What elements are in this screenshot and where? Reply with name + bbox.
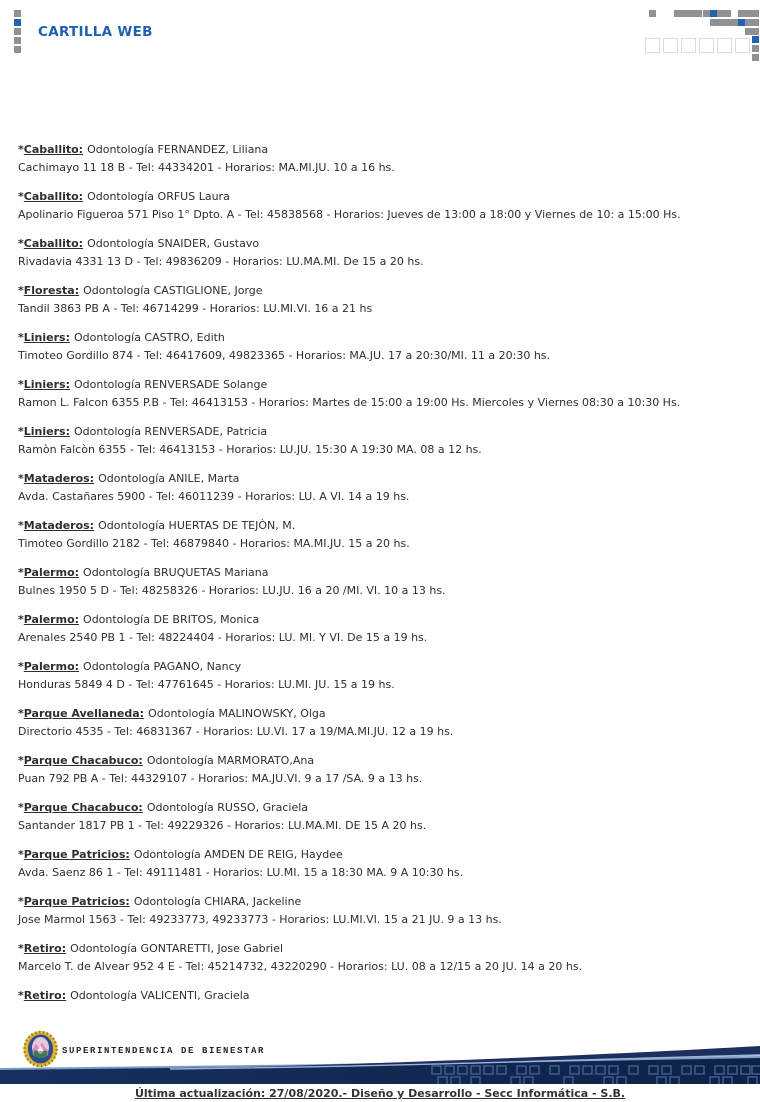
entry-details: Jose Marmol 1563 - Tel: 49233773, 49233773 - Horarios: LU.MI.VI. 15 a 21 JU. 9 a 13 hs. <box>18 913 502 926</box>
list-item <box>18 940 746 976</box>
list-item <box>18 658 746 694</box>
entry-details: Marcelo T. de Alvear 952 4 E - Tel: 45214732, 43220290 - Horarios: LU. 08 a 12/15 a 20 JU. 14 a 20 hs. <box>18 960 583 973</box>
entry-details: Timoteo Gordillo 874 - Tel: 46417609, 49823365 - Horarios: MA.JU. 17 a 20:30/MI. 11 a 20:30 hs. <box>18 349 551 362</box>
entry-details: Avda. Saenz 86 1 - Tel: 49111481 - Horarios: LU.MI. 15 a 18:30 MA. 9 A 10:30 hs. <box>18 866 464 879</box>
entry-prefix: * <box>18 190 24 203</box>
entry-prefix: * <box>18 331 24 344</box>
entry-heading <box>18 517 746 535</box>
entry-district: Caballito: <box>23 143 84 156</box>
list-item <box>18 329 746 365</box>
last-update-text: Última actualización: 27/08/2020.- Diseño y Desarrollo - Secc Informática - S.B. <box>134 1087 626 1100</box>
entry-prefix: * <box>18 801 24 814</box>
entry-prefix: * <box>18 989 24 1002</box>
list-item <box>18 141 746 177</box>
entry-prefix: * <box>18 942 24 955</box>
entry-provider: Odontología GONTARETTI, Jose Gabriel <box>70 942 284 955</box>
entry-district: Floresta: <box>23 284 80 297</box>
entry-details: Ramon L. Falcon 6355 P.B - Tel: 46413153 - Horarios: Martes de 15:00 a 19:00 Hs. Miercoles y Viernes 08:30 a 10:30 Hs. <box>18 396 681 409</box>
list-item <box>18 752 746 788</box>
entry-details: Avda. Castañares 5900 - Tel: 46011239 - Horarios: LU. A VI. 14 a 19 hs. <box>18 490 410 503</box>
entry-district: Parque Chacabuco: <box>23 754 143 767</box>
entry-prefix: * <box>18 613 24 626</box>
entry-district: Palermo: <box>23 660 80 673</box>
entry-provider: Odontología ORFUS Laura <box>87 190 230 203</box>
entry-heading <box>18 470 746 488</box>
entry-details: Santander 1817 PB 1 - Tel: 49229326 - Horarios: LU.MA.MI. DE 15 A 20 hs. <box>18 819 427 832</box>
list-item <box>18 705 746 741</box>
list-item <box>18 611 746 647</box>
entry-prefix: * <box>18 895 24 908</box>
entry-details: Apolinario Figueroa 571 Piso 1° Dpto. A - Tel: 45838568 - Horarios: Jueves de 13:00 a 18:00 y Viernes de 10: a 15:00 Hs. <box>18 208 681 221</box>
list-item <box>18 235 746 271</box>
list-item <box>18 517 746 553</box>
list-item <box>18 188 746 224</box>
entry-provider: Odontología ANILE, Marta <box>98 472 240 485</box>
entry-heading <box>18 329 746 347</box>
entry-details: Cachimayo 11 18 B - Tel: 44334201 - Horarios: MA.MI.JU. 10 a 16 hs. <box>18 161 395 174</box>
list-item <box>18 564 746 600</box>
entry-heading <box>18 705 746 723</box>
list-item <box>18 376 746 412</box>
entry-heading <box>18 188 746 206</box>
entry-provider: Odontología MARMORATO,Ana <box>146 754 315 767</box>
entry-heading <box>18 235 746 253</box>
entry-heading <box>18 564 746 582</box>
entry-provider: Odontología CHIARA, Jackeline <box>133 895 302 908</box>
entry-district: Caballito: <box>23 237 84 250</box>
entry-provider: Odontología MALINOWSKY, Olga <box>148 707 326 720</box>
entry-district: Parque Avellaneda: <box>23 707 145 720</box>
entry-details: Rivadavia 4331 13 D - Tel: 49836209 - Horarios: LU.MA.MI. De 15 a 20 hs. <box>18 255 424 268</box>
entry-district: Retiro: <box>23 989 67 1002</box>
entry-provider: Odontología HUERTAS DE TEJÒN, M. <box>98 519 296 532</box>
entry-district: Mataderos: <box>23 519 95 532</box>
org-name: SUPERINTENDENCIA DE BIENESTAR <box>62 1046 266 1056</box>
entry-district: Liniers: <box>23 378 70 391</box>
entry-heading <box>18 799 746 817</box>
entry-heading <box>18 141 746 159</box>
entry-prefix: * <box>18 378 24 391</box>
entry-prefix: * <box>18 848 24 861</box>
entry-district: Parque Patricios: <box>23 848 130 861</box>
entry-prefix: * <box>18 143 24 156</box>
entry-prefix: * <box>18 472 24 485</box>
entry-prefix: * <box>18 519 24 532</box>
entry-heading <box>18 423 746 441</box>
entry-provider: Odontología AMDEN DE REIG, Haydee <box>133 848 343 861</box>
entry-heading <box>18 658 746 676</box>
list-item <box>18 799 746 835</box>
entry-district: Liniers: <box>23 331 70 344</box>
list-item <box>18 987 746 1005</box>
entry-district: Caballito: <box>23 190 84 203</box>
list-item <box>18 470 746 506</box>
entry-details: Timoteo Gordillo 2182 - Tel: 46879840 - Horarios: MA.MI.JU. 15 a 20 hs. <box>18 537 410 550</box>
entry-provider: Odontología BRUQUETAS Mariana <box>83 566 269 579</box>
entry-district: Mataderos: <box>23 472 95 485</box>
entry-provider: Odontología RENVERSADE, Patricia <box>73 425 268 438</box>
entry-prefix: * <box>18 237 24 250</box>
entry-heading <box>18 987 746 1005</box>
entry-provider: Odontología DE BRITOS, Monica <box>83 613 260 626</box>
entry-provider: Odontología RUSSO, Graciela <box>146 801 309 814</box>
entry-district: Palermo: <box>23 613 80 626</box>
entry-district: Parque Patricios: <box>23 895 130 908</box>
entry-prefix: * <box>18 660 24 673</box>
list-item <box>18 282 746 318</box>
entry-district: Retiro: <box>23 942 67 955</box>
entry-prefix: * <box>18 707 24 720</box>
entry-details: Bulnes 1950 5 D - Tel: 48258326 - Horarios: LU.JU. 16 a 20 /MI. VI. 10 a 13 hs. <box>18 584 446 597</box>
entry-prefix: * <box>18 284 24 297</box>
entry-provider: Odontología VALICENTI, Graciela <box>70 989 250 1002</box>
provider-list <box>18 141 746 1016</box>
entry-provider: Odontología FERNANDEZ, Liliana <box>87 143 269 156</box>
entry-heading <box>18 752 746 770</box>
page-title: CARTILLA WEB <box>38 24 153 40</box>
entry-heading <box>18 893 746 911</box>
entry-provider: Odontología PAGANO, Nancy <box>83 660 242 673</box>
entry-heading <box>18 940 746 958</box>
entry-provider: Odontología CASTRO, Edith <box>73 331 225 344</box>
entry-district: Parque Chacabuco: <box>23 801 143 814</box>
entry-heading <box>18 611 746 629</box>
entry-details: Tandil 3863 PB A - Tel: 46714299 - Horarios: LU.MI.VI. 16 a 21 hs <box>18 302 373 315</box>
footer-swoosh-graphic <box>0 1046 760 1086</box>
list-item <box>18 423 746 459</box>
entry-heading <box>18 846 746 864</box>
entry-prefix: * <box>18 566 24 579</box>
entry-details: Ramòn Falcòn 6355 - Tel: 46413153 - Horarios: LU.JU. 15:30 A 19:30 MA. 08 a 12 hs. <box>18 443 482 456</box>
entry-heading <box>18 376 746 394</box>
entry-provider: Odontología CASTIGLIONE, Jorge <box>83 284 263 297</box>
entry-district: Palermo: <box>23 566 80 579</box>
list-item <box>18 846 746 882</box>
entry-provider: Odontología RENVERSADE Solange <box>73 378 268 391</box>
list-item <box>18 893 746 929</box>
entry-district: Liniers: <box>23 425 70 438</box>
entry-provider: Odontología SNAIDER, Gustavo <box>87 237 260 250</box>
entry-heading <box>18 282 746 300</box>
entry-details: Puan 792 PB A - Tel: 44329107 - Horarios: MA.JU.VI. 9 a 17 /SA. 9 a 13 hs. <box>18 772 423 785</box>
entry-prefix: * <box>18 754 24 767</box>
entry-details: Arenales 2540 PB 1 - Tel: 48224404 - Horarios: LU. MI. Y VI. De 15 a 19 hs. <box>18 631 428 644</box>
entry-details: Directorio 4535 - Tel: 46831367 - Horarios: LU.VI. 17 a 19/MA.MI.JU. 12 a 19 hs. <box>18 725 454 738</box>
entry-prefix: * <box>18 425 24 438</box>
entry-details: Honduras 5849 4 D - Tel: 47761645 - Horarios: LU.MI. JU. 15 a 19 hs. <box>18 678 395 691</box>
